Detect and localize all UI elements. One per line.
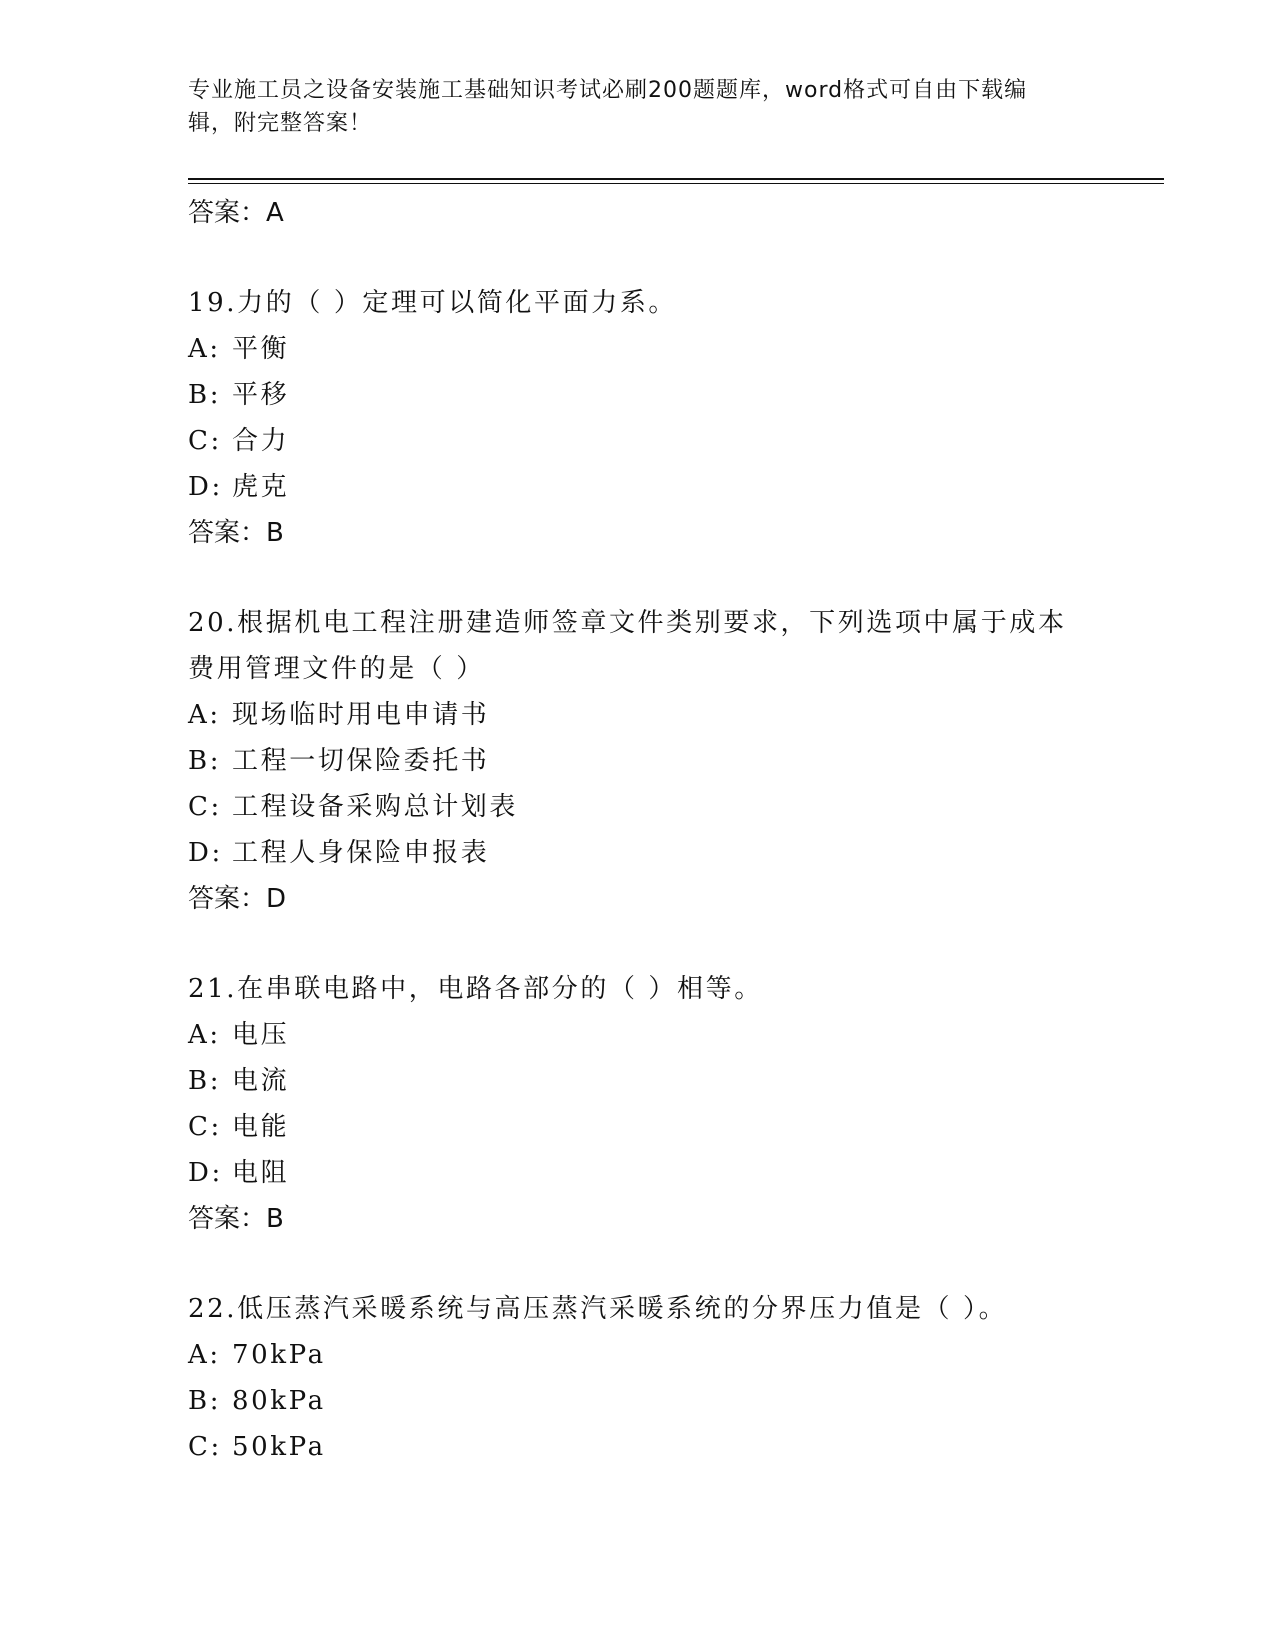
question-text: 21.在串联电路中，电路各部分的（ ）相等。: [188, 974, 763, 1004]
option-text: 70kPa: [232, 1340, 326, 1370]
option-c: [188, 1424, 1148, 1470]
header-rule-thick: [188, 178, 1164, 180]
option-letter: C:: [188, 1432, 222, 1462]
option-text: 电流: [232, 1066, 290, 1096]
option-letter: B:: [188, 380, 222, 410]
option-a: [188, 1332, 1148, 1378]
option-text: 工程一切保险委托书: [232, 746, 490, 776]
option-text: 合力: [232, 426, 290, 456]
option-letter: A:: [188, 1340, 221, 1370]
question-text: 20.根据机电工程注册建造师签章文件类别要求，下列选项中属于成本费用管理文件的是（ ）: [188, 608, 1067, 684]
option-a: [188, 692, 1148, 738]
option-letter: D:: [188, 472, 223, 502]
spacer: [188, 922, 1148, 966]
option-b: [188, 1058, 1148, 1104]
option-b: [188, 372, 1148, 418]
option-text: 工程人身保险申报表: [232, 838, 490, 868]
option-c: [188, 418, 1148, 464]
option-a: [188, 1012, 1148, 1058]
question-block-21: [188, 966, 1148, 1242]
option-d: [188, 1150, 1148, 1196]
spacer: [188, 556, 1148, 600]
option-text: 80kPa: [232, 1386, 326, 1416]
spacer: [188, 236, 1148, 280]
question-list: [188, 190, 1148, 1470]
option-text: 平衡: [232, 334, 290, 364]
option-text: 50kPa: [232, 1432, 326, 1462]
option-letter: D:: [188, 838, 223, 868]
option-b: [188, 738, 1148, 784]
answer-line: 答案：D: [188, 884, 287, 914]
option-letter: C:: [188, 426, 222, 456]
answer-line: 答案：B: [188, 1204, 284, 1234]
option-letter: A:: [188, 1020, 221, 1050]
spacer: [188, 1242, 1148, 1286]
answer-line: 答案：B: [188, 518, 284, 548]
option-text: 电压: [232, 1020, 290, 1050]
option-text: 工程设备采购总计划表: [232, 792, 519, 822]
option-text: 电阻: [232, 1158, 290, 1188]
question-block-19: [188, 280, 1148, 556]
option-letter: C:: [188, 792, 222, 822]
option-text: 电能: [232, 1112, 290, 1142]
question-block-22: [188, 1286, 1148, 1470]
option-letter: A:: [188, 334, 221, 364]
question-text: 22.低压蒸汽采暖系统与高压蒸汽采暖系统的分界压力值是（ ）。: [188, 1294, 1008, 1324]
option-c: [188, 1104, 1148, 1150]
question-block-20: [188, 600, 1148, 922]
document-header-title: 专业施工员之设备安装施工基础知识考试必刷200题题库，word格式可自由下载编辑，附完整答案！: [188, 78, 1028, 136]
option-letter: A:: [188, 700, 221, 730]
option-letter: B:: [188, 1066, 222, 1096]
option-d: [188, 830, 1148, 876]
option-letter: C:: [188, 1112, 222, 1142]
question-text: 19.力的（ ）定理可以简化平面力系。: [188, 288, 678, 318]
option-b: [188, 1378, 1148, 1424]
option-a: [188, 326, 1148, 372]
option-letter: B:: [188, 1386, 222, 1416]
option-text: 现场临时用电申请书: [232, 700, 490, 730]
option-d: [188, 464, 1148, 510]
previous-answer: 答案：A: [188, 198, 284, 228]
header-rule-thin: [188, 183, 1164, 184]
option-letter: D:: [188, 1158, 223, 1188]
option-c: [188, 784, 1148, 830]
option-text: 平移: [232, 380, 290, 410]
option-text: 虎克: [232, 472, 290, 502]
option-letter: B:: [188, 746, 222, 776]
